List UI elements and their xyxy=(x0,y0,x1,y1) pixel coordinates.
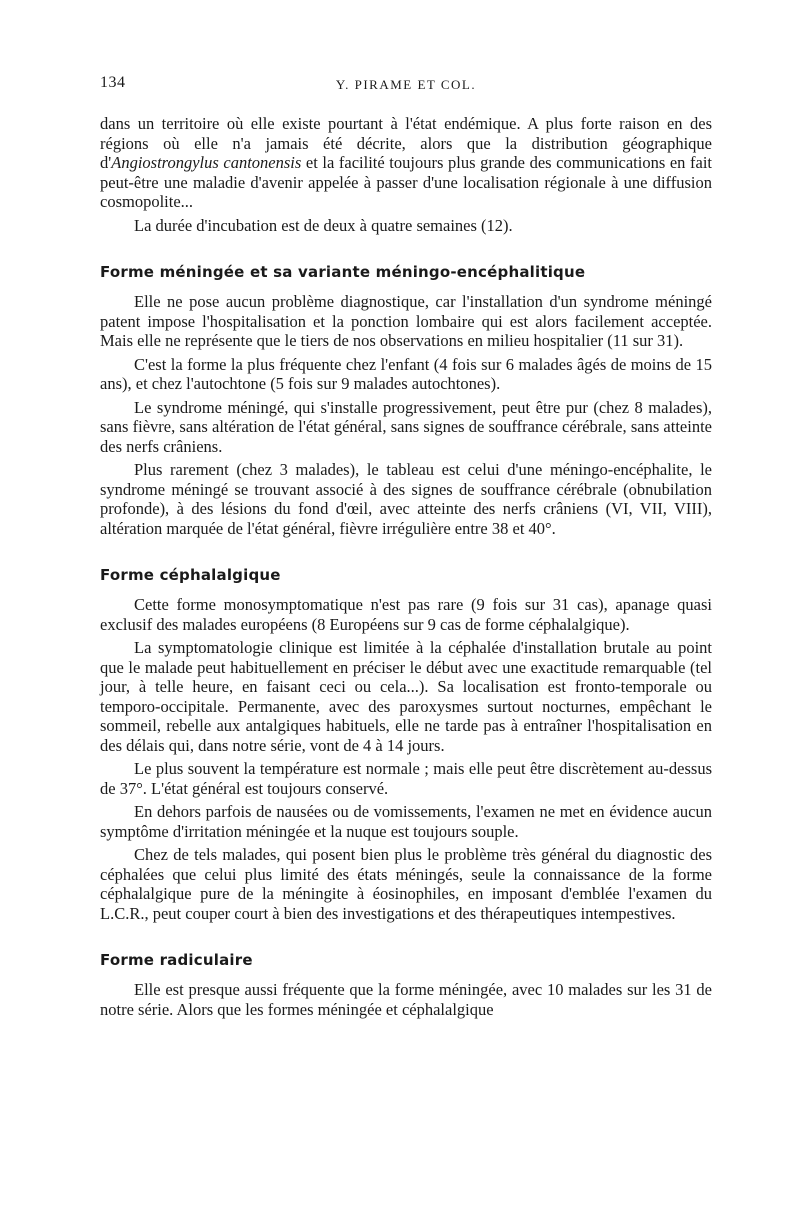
paragraph: La symptomatologie clinique est limitée à la céphalée d'installation brutale au point que le malade peut habituellement en préciser le début avec une exactitude remarquable (tel jour, à telle heure, en faisant ceci ou cela...). Sa localisation est fronto-temporale ou temporo-occipitale. Permanente, avec des paroxysmes surtout nocturnes, empêchant le sommeil, rebelle aux antalgiques habituels, elle ne tarde pas à entraîner l'hospitalisation en des délais qui, dans notre série, vont de 4 à 14 jours. xyxy=(100,638,712,755)
paragraph: Le syndrome méningé, qui s'installe progressivement, peut être pur (chez 8 malades), sans fièvre, sans altération de l'état général, sans signes de souffrance cérébrale, sans atteinte des nerfs crâniens. xyxy=(100,397,712,456)
paragraph: Plus rarement (chez 3 malades), le tableau est celui d'une méningo-encéphalite, le syndrome méningé se trouvant associé à des signes de souffrance cérébrale (obnubilation profonde), à des lésions du fond d'œil, avec atteinte des nerfs crâniens (VI, VII, VIII), altération marquée de l'état général, fièvre irrégulière entre 38 et 40°. xyxy=(100,460,712,538)
page-number: 134 xyxy=(100,74,126,91)
paragraph: Elle ne pose aucun problème diagnostique, car l'installation d'un syndrome méningé patent impose l'hospitalisation et la ponction lombaire qui est alors facilement acceptée. Mais elle ne représente que le tiers de nos observations en milieu hospitalier (11 sur 31). xyxy=(100,292,712,350)
species-name: Angiostrongylus cantonensis xyxy=(111,153,302,172)
paragraph: Chez de tels malades, qui posent bien plus le problème très général du diagnostic des céphalées que celui plus limité des états méningés, seule la connaissance de la forme céphalalgique pure de la méningite à éosinophiles, en imposant d'emblée l'examen du L.C.R., peut couper court à bien des investigations et des thérapeutiques intempestives. xyxy=(100,845,712,923)
section-heading-meningee: Forme méningée et sa variante méningo-encéphalitique xyxy=(100,263,586,281)
paragraph: Cette forme monosymptomatique n'est pas rare (9 fois sur 31 cas), apanage quasi exclusif des malades européens (8 Européens sur 9 cas de forme céphalalgique). xyxy=(100,595,712,634)
paragraph: C'est la forme la plus fréquente chez l'enfant (4 fois sur 6 malades âgés de moins de 15 ans), et chez l'autochtone (5 fois sur 9 malades autochtones). xyxy=(100,354,712,393)
body-text xyxy=(100,114,712,1019)
page-header xyxy=(100,74,712,96)
section-heading-radiculaire: Forme radiculaire xyxy=(100,951,253,969)
paragraph: En dehors parfois de nausées ou de vomissements, l'examen ne met en évidence aucun symptôme d'irritation méningée et la nuque est toujours souple. xyxy=(100,802,712,841)
running-head: Y. PIRAME ET COL. xyxy=(335,77,477,92)
intro-paragraph-continued: dans un territoire où elle existe pourtant à l'état endémique. A plus forte raison en des régions où elle n'a jamais été décrite, alors que la distribution géographique d'Angiostrongylus cantonensis et la facilité toujours plus grande des communications en fait peut-être une maladie d'avenir appelée à passer d'une localisation régionale à une diffusion cosmopolite... xyxy=(100,114,712,211)
incubation-paragraph: La durée d'incubation est de deux à quatre semaines (12). xyxy=(134,215,513,235)
paragraph: Elle est presque aussi fréquente que la forme méningée, avec 10 malades sur les 31 de notre série. Alors que les formes méningée et céphalalgique xyxy=(100,980,712,1019)
paragraph: Le plus souvent la température est normale ; mais elle peut être discrètement au-dessus de 37°. L'état général est toujours conservé. xyxy=(100,759,712,798)
section-heading-cephalalgique: Forme céphalalgique xyxy=(100,566,281,584)
